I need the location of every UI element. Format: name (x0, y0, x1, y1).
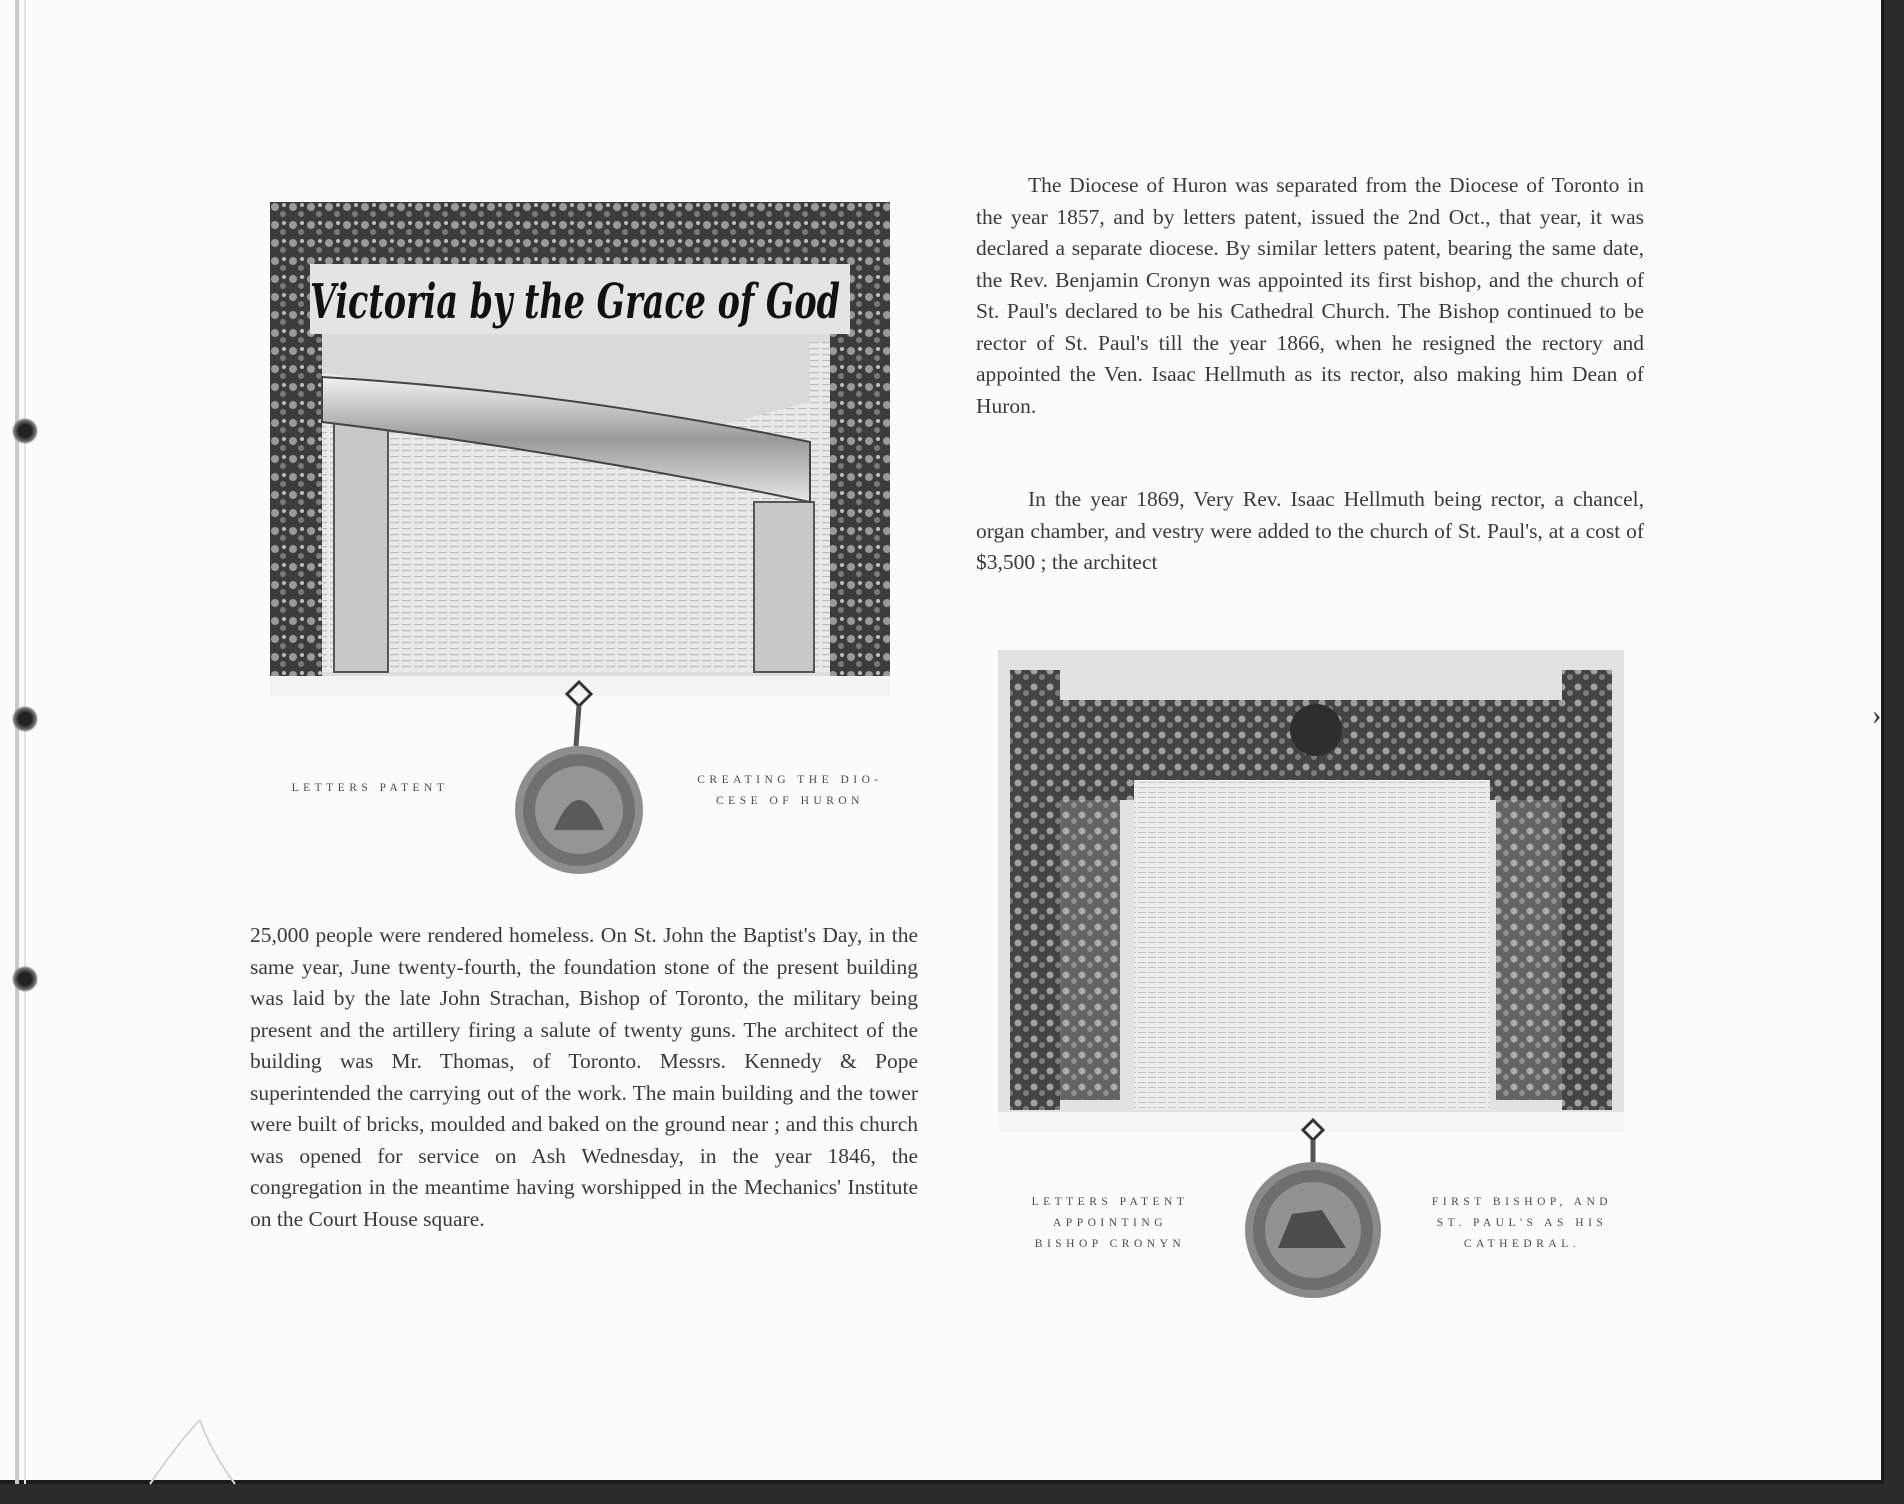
engraving-heading: Victoria by the Grace of God (310, 274, 840, 330)
figure-1-caption-left: LETTERS PATENT (291, 782, 449, 794)
figure-1-caption-right: CREATING THE DIO- CESE OF HURON (697, 774, 883, 807)
binding-edge-inner (24, 0, 26, 1484)
figure-2-caption-right: FIRST BISHOP, AND ST. PAUL'S AS HIS CATHEDRAL. (1431, 1196, 1613, 1250)
cronyn-letters-patent-engraving (998, 650, 1624, 1132)
top-paragraph-2: In the year 1869, Very Rev. Isaac Hellmuth being rector, a chancel, organ chamber, and vestry were added to the church of St. Paul's, at a cost of $3,500 ; the architect (976, 487, 1644, 574)
corner-curl (140, 1420, 250, 1484)
top-paragraph-1: The Diocese of Huron was separated from the Diocese of Toronto in the year 1857, and by letters patent, issued the 2nd Oct., that year, it was declared a separate diocese. By similar letters patent, bearing the same date, the Rev. Benjamin Cronyn was appointed its first bishop, and the church of St. Paul's declared to be his Cathedral Church. The Bishop continued to be rector of St. Paul's till the year 1866, when he resigned the rectory and appointed the Ven. Isaac Hellmuth as its rector, also making him Dean of Huron. (976, 173, 1644, 418)
page-edge-mark: › (1872, 700, 1882, 731)
wax-seal (1242, 1118, 1384, 1302)
figure-2-caption-left: LETTERS PATENT APPOINTING BISHOP CRONYN (1031, 1196, 1189, 1250)
binding-edge (15, 0, 19, 1484)
bottom-paragraph: 25,000 people were rendered homeless. On St. John the Baptist's Day, in the same year, June twenty-fourth, the foundation stone of the present building was laid by the late John Strachan, Bishop of Toronto, the military being present and the artillery firing a salute of twenty guns. The architect of the building was Mr. Thomas, of Toronto. Messrs. Kennedy & Pope superintended the carrying out of the work. The main building and the tower were built of bricks, moulded and baked on the ground near ; and this church was opened for service on Ash Wednesday, in the year 1846, the congregation in the meantime having worshipped in the Mechanics' Institute on the Court House square. (250, 923, 918, 1231)
letters-patent-engraving (270, 202, 890, 696)
binding-hole (12, 418, 38, 444)
wax-seal (512, 680, 646, 880)
binding-hole (12, 966, 38, 992)
binding-hole (12, 706, 38, 732)
